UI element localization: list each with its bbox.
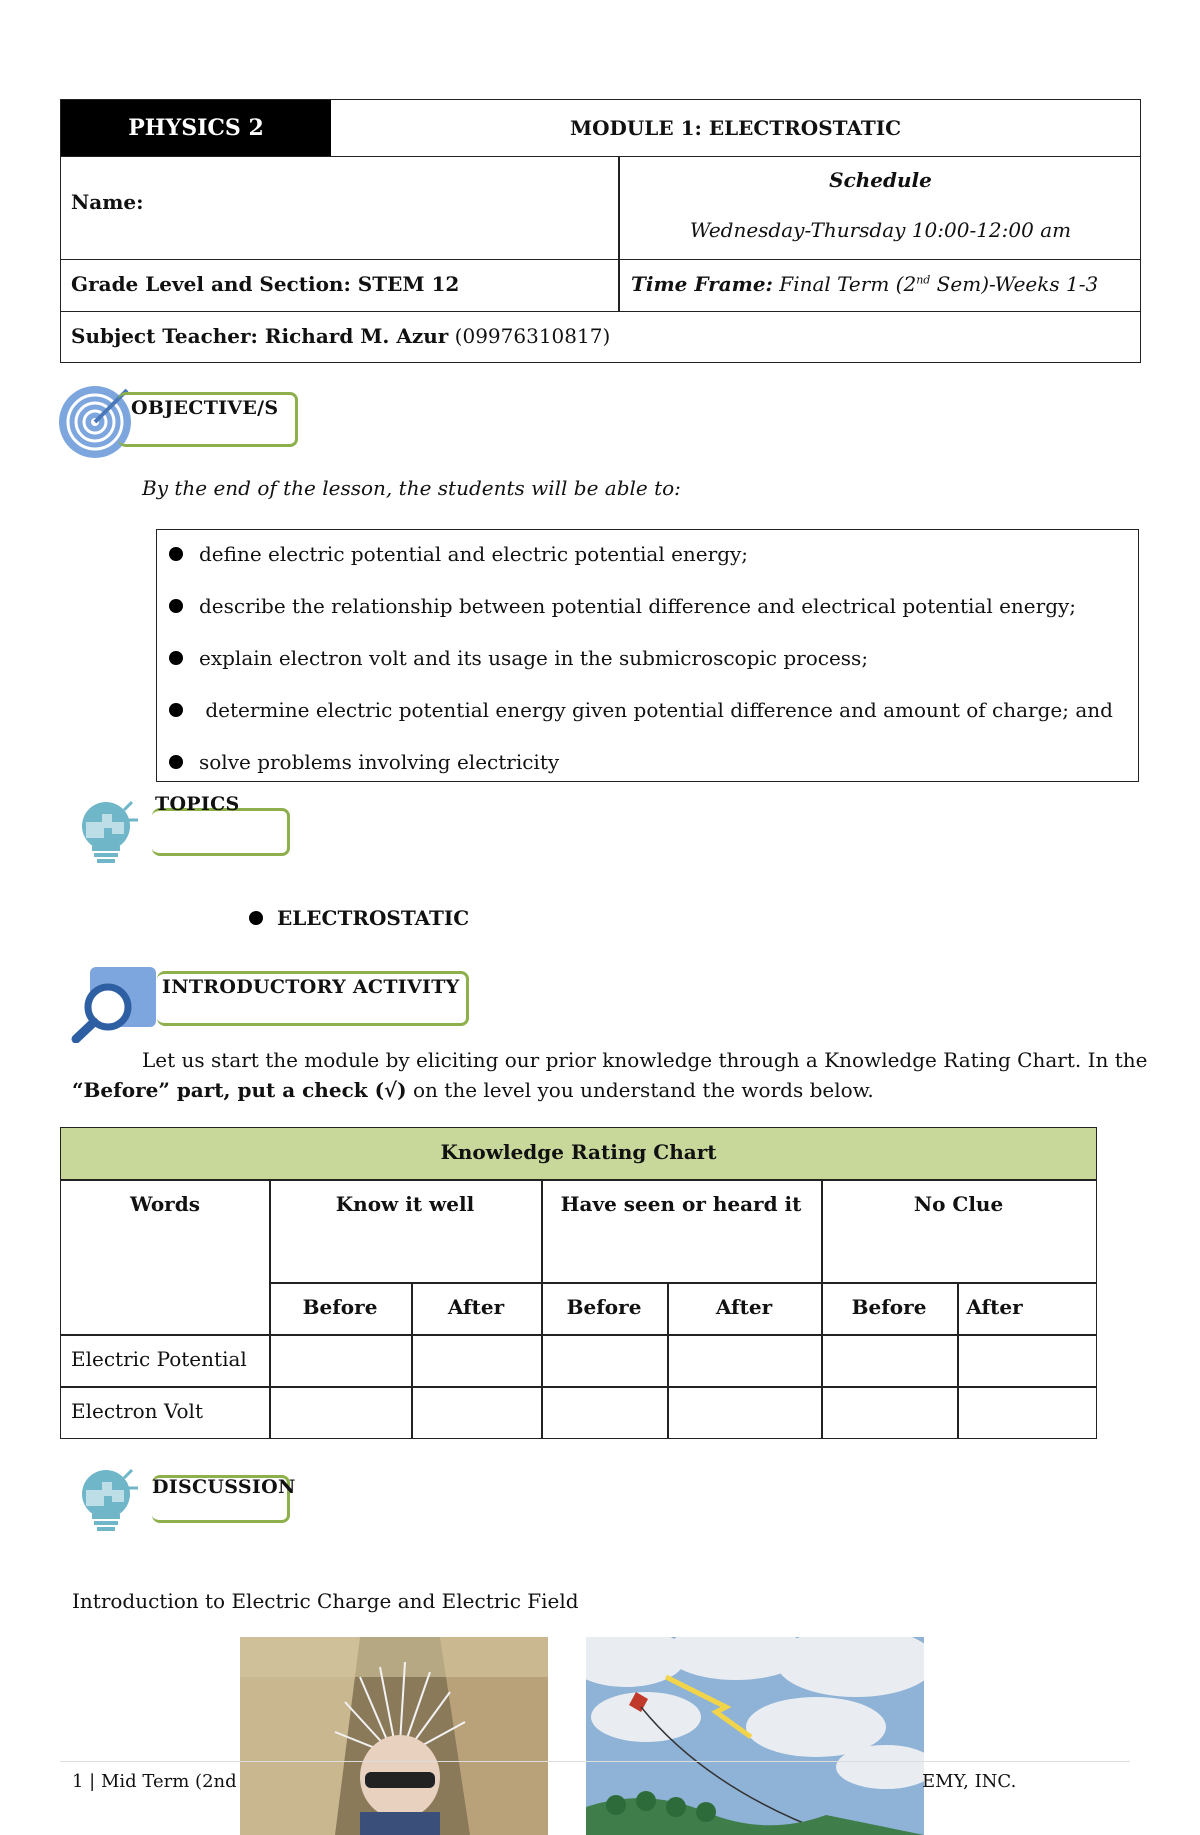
intro-activity-badge-label: INTRODUCTORY ACTIVITY (162, 976, 460, 998)
lightbulb-puzzle-icon (72, 800, 148, 870)
objective-item: describe the relationship between potential difference and electrical potential energy; (169, 594, 1076, 618)
discussion-heading: Introduction to Electric Charge and Electric Field (72, 1589, 579, 1613)
footer-rule (60, 1761, 1130, 1762)
knowledge-rating-chart (60, 1127, 1097, 1439)
subcol-after: After (715, 1295, 773, 1319)
col-know-it-well: Know it well (335, 1192, 475, 1216)
objective-item: determine electric potential energy given potential difference and amount of charge; and (169, 698, 1113, 722)
col-no-clue: No Clue (913, 1192, 1004, 1216)
subject-title: PHYSICS 2 (61, 100, 331, 156)
intro-paragraph-line1: Let us start the module by eliciting our prior knowledge through a Knowledge Rating Chart. In the (142, 1048, 1148, 1072)
row-word: Electric Potential (71, 1347, 247, 1371)
subcol-before: Before (302, 1295, 378, 1319)
header-table (60, 99, 1141, 363)
col-have-seen: Have seen or heard it (560, 1192, 802, 1216)
lightbulb-puzzle-icon (72, 1468, 148, 1538)
module-title: MODULE 1: ELECTROSTATIC (569, 116, 902, 140)
bullet-icon (169, 547, 183, 561)
discussion-badge-label: DISCUSSION (152, 1476, 296, 1498)
row-word: Electron Volt (71, 1399, 203, 1423)
subject-teacher: Subject Teacher: Richard M. Azur (09976310817) (71, 324, 611, 348)
objective-item: explain electron volt and its usage in the submicroscopic process; (169, 646, 868, 670)
bullet-icon (169, 599, 183, 613)
time-frame: Time Frame: Final Term (2nd Sem)-Weeks 1-3 (631, 272, 1099, 296)
topics-badge-label: TOPICS (155, 793, 240, 815)
bullet-icon (249, 911, 263, 925)
col-words: Words (130, 1192, 200, 1216)
subcol-after: After (447, 1295, 505, 1319)
chart-title: Knowledge Rating Chart (440, 1140, 717, 1164)
objective-item: define electric potential and electric potential energy; (169, 542, 748, 566)
footer-left: 1 | Mid Term (2nd (72, 1771, 237, 1792)
intro-paragraph-line2: “Before” part, put a check (√) on the level you understand the words below. (72, 1078, 874, 1102)
static-hair-child-image (240, 1637, 548, 1835)
footer-right: EMY, INC. (922, 1771, 1017, 1792)
magnifier-icon (70, 965, 160, 1043)
subcol-before: Before (566, 1295, 642, 1319)
objective-item: solve problems involving electricity (169, 750, 559, 774)
schedule-value: Wednesday-Thursday 10:00-12:00 am (689, 218, 1072, 242)
subcol-after: After (966, 1295, 1023, 1319)
grade-section-label: Grade Level and Section: STEM 12 (71, 272, 460, 296)
bullet-icon (169, 703, 183, 717)
bullet-icon (169, 651, 183, 665)
objectives-box (156, 529, 1139, 782)
name-label: Name: (71, 190, 144, 214)
schedule-title: Schedule (829, 168, 932, 192)
objectives-intro: By the end of the lesson, the students will be able to: (142, 476, 681, 500)
bullet-icon (169, 755, 183, 769)
topics-badge (152, 808, 290, 856)
objectives-badge-label: OBJECTIVE/S (131, 397, 279, 419)
subcol-before: Before (851, 1295, 927, 1319)
topic-item: ELECTROSTATIC (249, 906, 469, 930)
kite-lightning-image (586, 1637, 924, 1835)
